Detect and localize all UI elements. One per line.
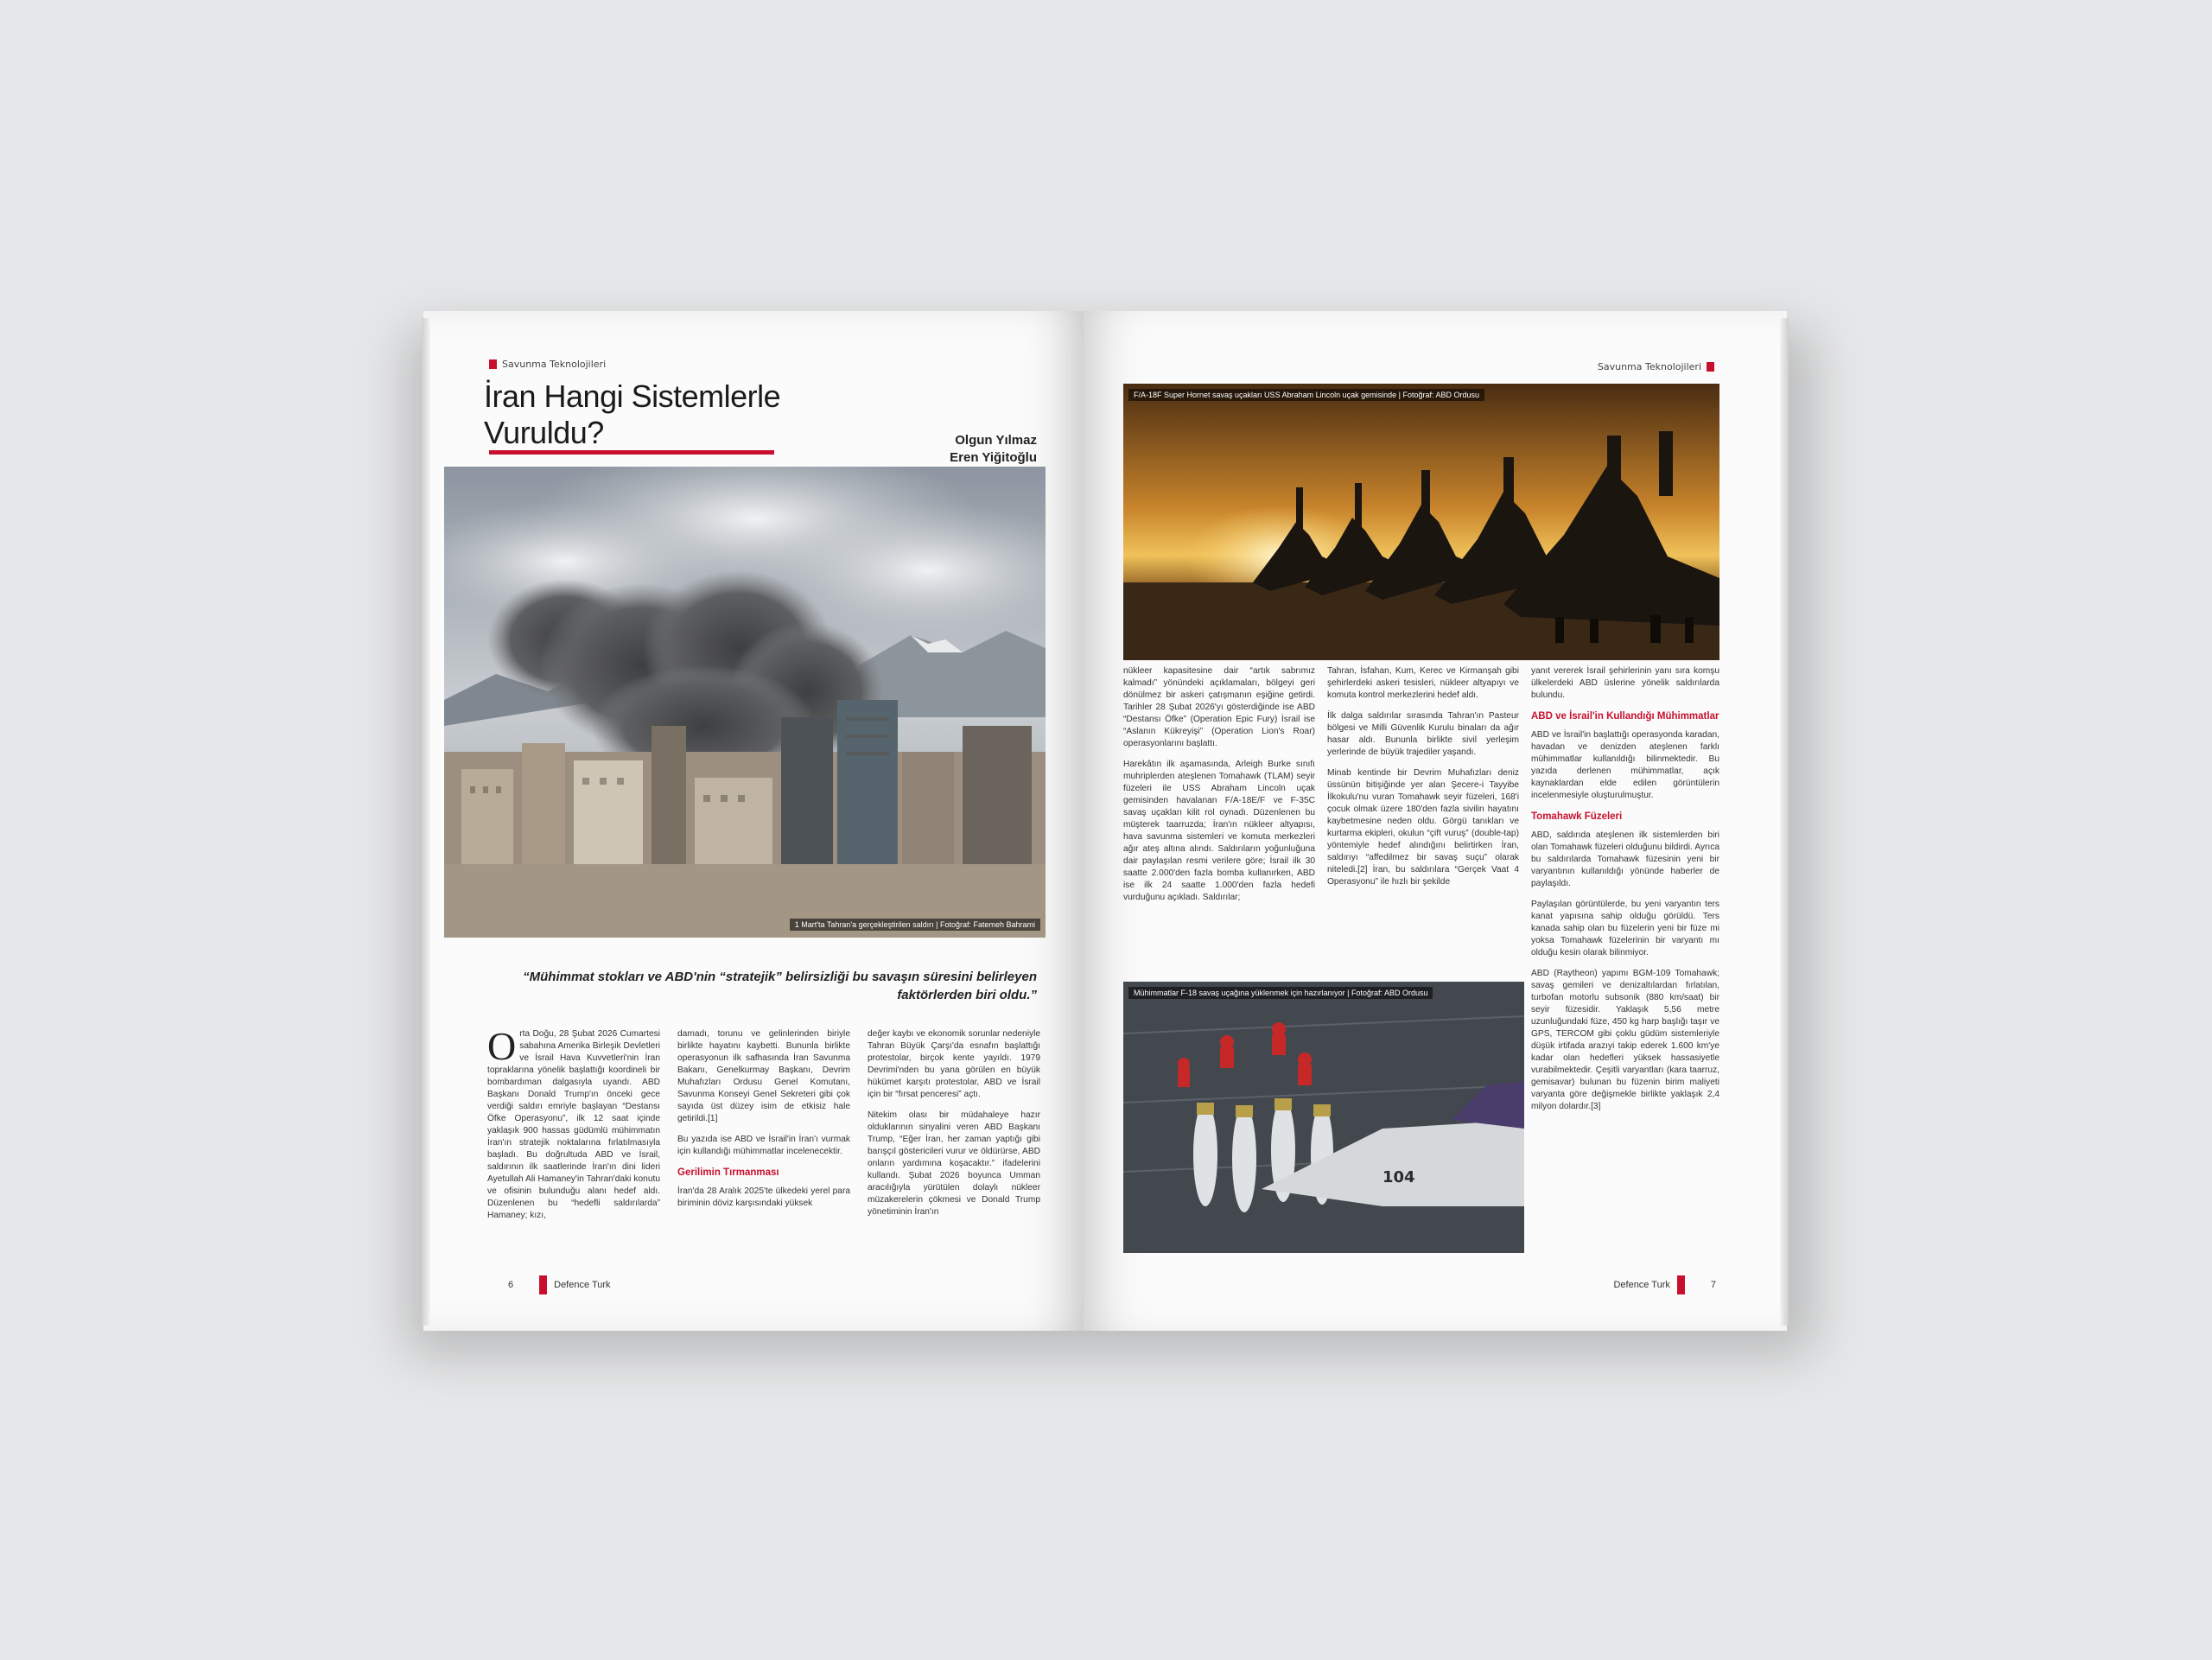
tehran-smoke-image xyxy=(444,467,1046,938)
authors xyxy=(795,432,1037,467)
right-footer xyxy=(1613,1275,1716,1294)
main-photo xyxy=(444,467,1046,938)
footer-brand-left: Defence Turk xyxy=(554,1280,611,1290)
r-col3-text-2: ABD ve İsrail'in başlattığı operasyonda karadan, havadan ve denizden ateşlenen farklı mühimmatlar kullanıldığı bilinmektedir. Bu yazıda derlenen mühimmatlar, açık kaynaklardan elde edilen görüntülerin incelenmesiyle oluşturulmuştur. xyxy=(1531,730,1719,800)
right-page xyxy=(1084,311,1787,1331)
pull-quote: “Mühimmat stokları ve ABD'nin “stratejik” belirsizliği bu savaşın süresini belirleyen faktörlerden biri oldu.” xyxy=(523,970,1037,1002)
top-photo-caption: F/A-18F Super Hornet savaş uçakları USS Abraham Lincoln uçak gemisinde | Fotoğraf: ABD Ordusu xyxy=(1128,389,1484,401)
title-line-2: Vuruldu? xyxy=(484,415,604,450)
col1-text: rta Doğu, 28 Şubat 2026 Cumartesi sabahına Amerika Birleşik Devletleri ve İsrail Hava Kuvvetleri'nin İran topraklarına yönelik başlattığı koordineli bir bombardıman dalgasıyla uyandı. ABD Başkanı Donald Trump'ın önceki gece verdiği saldırı emriyle başlayan “Destansı Öfke Operasyonu”, ilk 12 saat içinde yaklaşık 900 hassas güdümlü mühimmatın İran'ın stratejik noktalarına fırlatılmasıyla başladı. Bu doğrultuda ABD ve İsrail, saldırının ilk saatlerinde İran'ın dini lideri Ayetullah Ali Hamaney'in Tahran'daki konutu ve ofisinin bulunduğu alanı hedef aldı. Düzenlenen bu “hedefli saldırılarda” Hamaney; kızı, xyxy=(487,1029,660,1220)
bottom-photo-caption: Mühimmatlar F-18 savaş uçağına yüklenmek için hazırlanıyor | Fotoğraf: ABD Ordusu xyxy=(1128,987,1433,999)
col2-text: damadı, torunu ve gelinlerinden biriyle birlikte hayatını kaybetti. Bununla birlikte operasyonun ilk safhasında İran Savunma Bakanı, Genelkurmay Başkanı, Devrim Muhafızları Ordusu Genel Komutanı, Savunma Konseyi Genel Sekreteri gibi çok sayıda üst düzey isim de etkisiz hale getirildi.[1] xyxy=(677,1029,850,1123)
col3-text: değer kaybı ve ekonomik sorunlar nedeniyle Tahran Büyük Çarşı'da esnafın başlattığı protestolar, birçok kente yayıldı. 1979 Devrimi'nden bu yana görülen en büyük hükümet karşıtı protestolar, ABD ve İsrail için bir “fırsat penceresi” açtı. xyxy=(868,1029,1040,1099)
left-page-edge xyxy=(422,318,430,1326)
r-col1-text-2: Harekâtın ilk aşamasında, Arleigh Burke sınıfı muhriplerden ateşlenen Tomahawk (TLAM) seyir füzeleri ile USS Abraham Lincoln uçak gemisinden havalanan F/A-18E/F ve F-35C savaş uçakları kilit rol oynadı. Düzenlenen bu müşterek taarruzda; İran'ın nükleer altyapısı, hava savunma sistemleri ve komuta merkezleri ağır ateş altına alındı. Saldırıların yoğunluğuna dair paylaşılan resmi verilere göre; İsrail ilk 30 saatte 2.000'den fazla bomba kullanırken, ABD ise ilk 24 saatte 1.000'den fazla hedefi vurduğunu açıkladı. Saldırılar; xyxy=(1123,760,1315,902)
main-photo-caption: 1 Mart'ta Tahran'a gerçekleştirilen saldırı | Fotoğraf: Fatemeh Bahrami xyxy=(790,919,1040,931)
section-marker xyxy=(489,359,497,369)
col3-text-2: Nitekim olası bir müdahaleye hazır olduklarının sinyalini veren ABD Başkanı Trump, “Eğer İran, her zaman yaptığı gibi barışçıl göstericileri vurur ve öldürürse, ABD onların yardımına koşacaktır.” ifadelerini kullandı. Şubat 2026 boyunca Umman aracılığıyla yürütülen dolaylı nükleer müzakerelerin çökmesi ve Donald Trump yönetiminin İran'ın xyxy=(868,1110,1040,1217)
footer-marker-right xyxy=(1677,1275,1685,1294)
subheading-escalation: Gerilimin Tırmanması xyxy=(677,1167,779,1178)
page-number-left: 6 xyxy=(508,1280,514,1290)
title-underline xyxy=(489,450,774,455)
bottom-photo xyxy=(1123,982,1524,1253)
munitions-deck-image xyxy=(1123,982,1524,1253)
r-col3-text: yanıt vererek İsrail şehirlerinin yanı sıra komşu ülkelerdeki ABD üslerine yönelik saldırılarda bulundu. xyxy=(1531,666,1719,700)
right-page-edge xyxy=(1780,318,1789,1326)
subheading-munitions: ABD ve İsrail'in Kullandığı Mühimmatlar xyxy=(1531,711,1719,722)
dropcap: O xyxy=(487,1028,517,1068)
article-title xyxy=(484,378,830,451)
left-footer xyxy=(508,1275,611,1294)
r-col3-text-3: ABD, saldırıda ateşlenen ilk sistemlerden biri olan Tomahawk füzeleri olduğunu bildirdi. Ayrıca bu saldırılarda Tomahawk füzesinin yeni bir varyantının kullanıldığı yönünde haberler de paylaşıldı. xyxy=(1531,830,1719,888)
footer-brand-right: Defence Turk xyxy=(1613,1280,1670,1290)
jet-number: 104 xyxy=(1382,1168,1415,1186)
r-col2-text: Tahran, İsfahan, Kum, Kerec ve Kirmanşah gibi şehirlerdeki askeri tesisleri, nükleer altyapıyı ve komuta kontrol merkezlerini hedef aldı. xyxy=(1327,666,1519,700)
r-col1-text: nükleer kapasitesine dair “artık sabrımız kalmadı” yönündeki açıklamaları, bölgeyi geri dönülmez bir askeri çatışmanın eşiğine getirdi. Tarihler 28 Şubat 2026'yı gösterdiğinde ise ABD “Destansı Öfke” (Operation Epic Fury) İsrail ise “Aslanın Kükreyişi” (Operation Lion's Roar) operasyonlarını başlattı. xyxy=(1123,666,1315,748)
super-hornet-sunset-image xyxy=(1123,384,1719,660)
right-column-1 xyxy=(1123,665,1315,942)
r-col2-text-2: İlk dalga saldırılar sırasında Tahran'ın Pasteur bölgesi ve Milli Güvenlik Kurulu binaları da ağır hasar aldı. Bununla birlikte sivil yerleşim yerlerinde de büyük trajediler yaşandı. xyxy=(1327,711,1519,757)
section-label-text: Savunma Teknolojileri xyxy=(502,359,607,370)
section-label-right xyxy=(1598,361,1714,372)
right-column-3 xyxy=(1531,665,1719,1283)
section-marker-right xyxy=(1707,362,1714,372)
section-label xyxy=(489,359,606,370)
left-column-3 xyxy=(868,1028,1040,1262)
top-photo xyxy=(1123,384,1719,660)
footer-marker-left xyxy=(539,1275,547,1294)
left-column-2 xyxy=(677,1028,850,1262)
left-column-1 xyxy=(487,1028,660,1262)
section-label-right-text: Savunma Teknolojileri xyxy=(1597,361,1701,372)
r-col2-text-3: Minab kentinde bir Devrim Muhafızları deniz üssünün bitişiğinde yer alan Şecere-i Tayyibe İlkokulu'nu vuran Tomahawk seyir füzeleri, 168'i çocuk olmak üzere 180'den fazla sivilin hayatını kaybetmesine neden oldu. Görgü tanıkları ve kurtarma ekipleri, okulun “çift vuruş” (double-tap) yöntemiyle hedef alındığını belirtirken İran, saldırıyı “affedilmez bir savaş suçu” olarak niteledi.[2] İran, bu saldırılara “Gerçek Vaat 4 Operasyonu” ile hızlı bir şekilde xyxy=(1327,768,1519,887)
author-2: Eren Yiğitoğlu xyxy=(950,450,1037,465)
author-1: Olgun Yılmaz xyxy=(955,433,1037,448)
r-col3-text-5: ABD (Raytheon) yapımı BGM-109 Tomahawk; savaş gemileri ve denizaltılardan fırlatılan, turbofan motorlu subsonik (880 km/saat) bir seyir füzesidir. Yaklaşık 5,56 metre uzunluğundaki füze, 450 kg harp başlığı taşır ve GPS, TERCOM gibi çoklu güdüm sistemleriyle düşük irtifada arazıyi takip ederek 1.600 km'ye kadar olan hedefleri yüksek hassasiyetle vurabilmektedir. Çeşitli varyantları (kara taarruz, gemisavar) bulunan bu füzenin birim maliyeti varyanta göre değişmekle birlikte yaklaşık 2,4 milyon dolardır.[3] xyxy=(1531,969,1719,1111)
col2-text-3: İran'da 28 Aralık 2025'te ülkedeki yerel para biriminin döviz karşısındaki yüksek xyxy=(677,1186,850,1208)
page-number-right: 7 xyxy=(1710,1280,1716,1290)
r-col3-text-4: Paylaşılan görüntülerde, bu yeni varyantın ters kanat yapısına sahip olduğu görüldü. Ters kanada sahip olan bu füzelerin yeni bir füze mi yoksa Tomahawk füzelerinin bir varyantı mı olduğu kesin olarak bilinmiyor. xyxy=(1531,900,1719,957)
left-page xyxy=(423,311,1084,1331)
col2-text-2: Bu yazıda ise ABD ve İsrail'in İran'ı vurmak için kullandığı mühimmatlar incelenecektir. xyxy=(677,1135,850,1156)
title-line-1: İran Hangi Sistemlerle xyxy=(484,378,781,414)
subheading-tomahawk: Tomahawk Füzeleri xyxy=(1531,811,1623,822)
right-column-2 xyxy=(1327,665,1519,942)
